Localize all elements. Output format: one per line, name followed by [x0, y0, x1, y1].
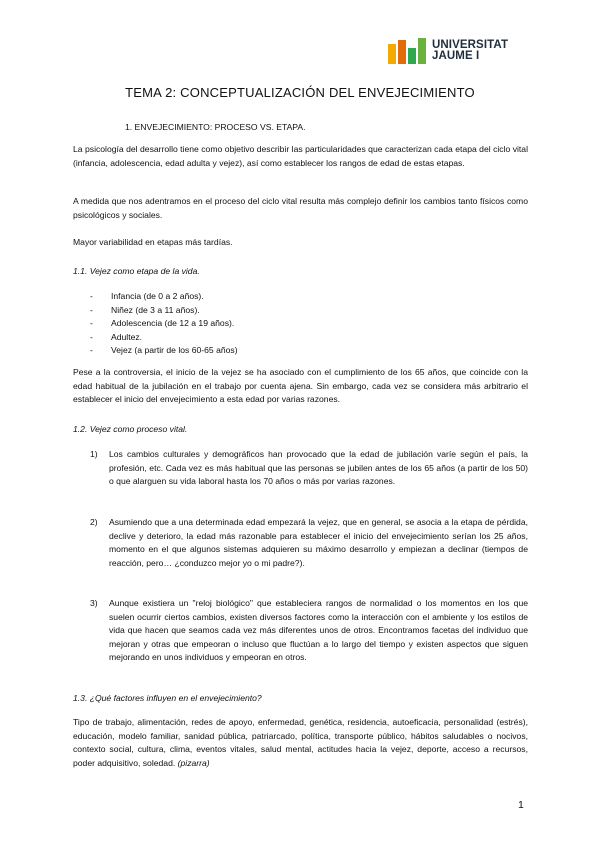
- section-heading: 1. ENVEJECIMIENTO: PROCESO VS. ETAPA.: [125, 122, 306, 132]
- note: (pizarra): [177, 757, 210, 768]
- list-item: - Infancia (de 0 a 2 años).: [90, 291, 204, 301]
- list-item: - Adultez.: [90, 331, 143, 342]
- logo-line-1: UNIVERSITAT: [432, 39, 509, 51]
- page-number: 1: [518, 799, 524, 811]
- logo-line-2: JAUME I: [432, 50, 480, 62]
- paragraph: A medida que nos adentramos en el proceso del ciclo vital resulta más complejo definir los cambios tanto físicos como psicológicos y sociales.: [73, 196, 528, 220]
- list-item: - Adolescencia (de 12 a 19 años).: [90, 318, 235, 328]
- numbered-item: 3) Aunque existiera un "reloj biológico" que estableciera rangos de normalidad o los momentos en los que suelen ocurrir ciertos cambios, existen diversos factores como la interacción con el ambiente y los estilos de vida que hacen que seamos cada vez más diferentes unos de otros. Encontramos facetas del individuo que mejoran y otras que empeoran o incluso que fluctúan a lo largo del tiempo y existen aspectos que siguen mejorando en unos individuos y empeoran en otros.: [90, 598, 528, 662]
- list-item: - Vejez (a partir de los 60-65 años): [90, 345, 238, 355]
- list-item: - Niñez (de 3 a 11 años).: [90, 304, 200, 315]
- logo-text: [432, 40, 508, 62]
- subsection-heading: 1.3. ¿Qué factores influyen en el envejecimiento?: [73, 693, 262, 703]
- subsection-heading: 1.2. Vejez como proceso vital.: [73, 424, 188, 434]
- university-logo: [388, 38, 508, 64]
- numbered-item: 1) Los cambios culturales y demográficos han provocado que la edad de jubilación varíe según el país, la profesión, etc. Cada vez es más habitual que las personas se jubilen antes de los 65 años (a partir de los 50) o que alarguen su vida laboral hasta los 70 años o más por varias razones.: [90, 449, 528, 486]
- page-title: TEMA 2: CONCEPTUALIZACIÓN DEL ENVEJECIMIENTO: [125, 85, 475, 100]
- numbered-item: 2) Asumiendo que a una determinada edad empezará la vejez, que en general, se asocia a la etapa de pérdida, declive y deterioro, la edad más razonable para establecer el inicio del envejecimiento serían los 25 años, momento en el que algunos sistemas adquieren su máximo desarrollo y empiezan a declinar (tiempos de reacción, pero… ¿conduzco mejor yo o mi padre?).: [90, 517, 528, 568]
- paragraph: La psicología del desarrollo tiene como objetivo describir las particularidades que caracterizan cada etapa del ciclo vital (infancia, adolescencia, edad adulta y vejez), así como establecer los rangos de edad de estas etapas.: [73, 144, 528, 168]
- paragraph: Tipo de trabajo, alimentación, redes de apoyo, enfermedad, genética, residencia, autoeficacia, personalidad (estrés), educación, modelo familiar, sanidad pública, patriarcado, política, transporte público, hábitos saludables o nocivos, contexto social, cultura, clima, eventos vitales, salud mental, actitudes hacia la vejez, deporte, acceso a recursos, poder adquisitivo, soledad. (pizarra): [73, 717, 528, 768]
- paragraph: Pese a la controversia, el inicio de la vejez se ha asociado con el cumplimiento de los 65 años, que coincide con la edad habitual de la jubilación en el trabajo por cuenta ajena. Sin embargo, cada vez se considera más arbitrario el establecer el inicio del envejecimiento a esta edad por varias razones.: [73, 367, 528, 404]
- logo-mark-icon: [388, 38, 426, 64]
- paragraph: Mayor variabilidad en etapas más tardías.: [73, 237, 233, 247]
- stage-list: [90, 290, 238, 358]
- subsection-heading: 1.1. Vejez como etapa de la vida.: [73, 266, 200, 276]
